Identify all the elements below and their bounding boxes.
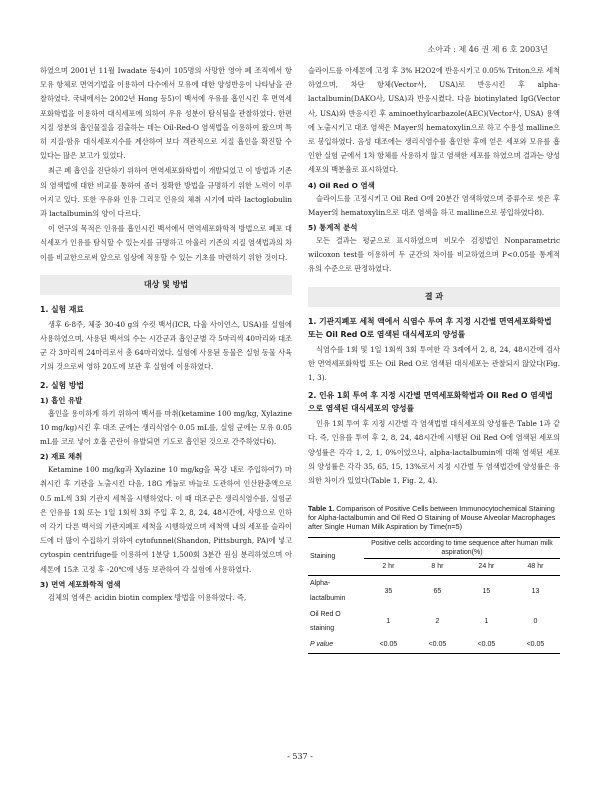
- result-1-text: 식염수를 1회 및 1일 1회씩 3회 투여한 각 3례에서 2, 8, 24, 48시간에 검사한 면역세포화학법 또는 Oil Red O로 염색된 대식세포는 관찰되지 않았다(Fig. 1, 3).: [308, 344, 560, 383]
- table-row: [308, 607, 560, 637]
- table-cell: <0.05: [379, 641, 398, 649]
- journal-header: 소아과 : 제 46 권 제 6 호 2003년: [427, 45, 548, 54]
- intro-paragraph-1: 하였으며 2001년 11월 Iwadate 등4)이 105명의 사망한 영아 폐 조직에서 항 모유 항체로 면역기법을 이용하여 다수에서 모유에 대한 양성반응이 나타남을 관찰하였다. 국내에서는 2002년 Hong 등5)이 백서에 우유를 흡인시킨 후 면역세포화학법을 이용하여 대식세포에 의하여 우유 성분이 탐식됨을 관찰하였다. 한편 지질 성분의 흡인물질을 검출하는 데는 Oil-Red-O 염색법을 이용하여 왔으며 특히 지질-함유 대식세포지수를 계산하여 보다 객관적으로 지질 흡인을 확진할 수 있다는 많은 보고가 있었다.: [40, 66, 292, 161]
- table-cell: 35: [384, 587, 393, 595]
- sampling-text: Ketamine 100 mg/kg과 Xylazine 10 mg/kg을 복강 내로 주입하여7) 마취시킨 후 기관을 노출시킨 다음, 18G 캐뉼로 바늘로 도관하여 인산완충액으로 0.5 mL씩 3회 기관지 세척을 시행하였다. 이 때 대조군은 생리식염수를, 실험군은 인유를 1회 또는 1일 1회씩 3회 주입 후 2, 8, 24, 48시간에, 사망으로 인하여 각기 다른 백서의 기관지폐포 세척을 시행하였으며 세척액 내의 세포를 슬라이드에 더 많이 수집하기 위하여 cytofunnel(Shandon, Pittsburgh, PA)에 넣고 cytospin centrifuge를 이용하여 1분당 1,500회 3분간 원심 분리하였으며 아세톤에 15초 고정 후 -20℃에 냉동 보관하여 각 실험에 사용하였다.: [40, 465, 292, 574]
- table-cell: 65: [433, 587, 442, 595]
- table-cell: 1: [484, 617, 489, 625]
- results-section-title: 결 과: [308, 287, 560, 307]
- table-span-header: Positive cells according to time sequence after human milk aspiration(%): [364, 538, 560, 559]
- table-cell: 2: [435, 617, 440, 625]
- table-row-label: Oil Red O staining: [310, 610, 341, 633]
- result-2-heading: 2. 인유 1회 투여 후 지정 시간별 면역세포화학법과 Oil Red O 염색법으로 염색된 대식세포의 양성률: [308, 391, 553, 414]
- immuno-text: 검체의 염색은 acidin biotin complex 방법을 이용하였다. 즉,: [48, 592, 247, 602]
- statistics-text: 모든 결과는 평균으로 표시하였으며 비모수 검정법인 Nonparametric wilcoxon test를 이용하여 두 군간의 차이를 비교하였으며 P<0.05를 통계적 유의 수준으로 판정하였다.: [308, 236, 560, 274]
- table-time-header: 8 hr: [431, 563, 444, 571]
- table-row-label: Alpha-lactalbumin: [310, 580, 346, 602]
- table-cell: 13: [531, 587, 540, 595]
- materials-heading: 1. 실험 재료: [40, 304, 84, 314]
- table-row-label: P value: [310, 641, 334, 649]
- table-cell: <0.05: [477, 641, 496, 649]
- immuno-heading: 3) 면역 세포화학적 염색: [40, 579, 121, 589]
- oilred-text: 슬라이드를 고정시키고 Oil Red O에 20분간 염색하였으며 증류수로 씻은 후 Mayer의 hematoxylin으로 대조 염색을 하고 malline으로 봉입하였다8).: [308, 193, 560, 217]
- table-caption-text: Comparison of Positive Cells between Immunocytochemical Staining for Alpha-lactalbumin and Oil Red O Staining of Mouse Alveolar Macrophages after Single Human Milk Aspiration by Time(n=5): [308, 504, 556, 532]
- oilred-heading: 4) Oil Red O 염색: [308, 180, 375, 190]
- results-table: [308, 537, 560, 654]
- materials-text: 생후 6-8주, 체중 30-40 g의 수컷 백서(ICR, 다울 사이언스, USA)를 실험에 사용하였으며, 사용된 백서의 수는 시간군과 흡인군별 각 5마리씩 40마리와 대조군 각 3마리씩 24마리로서 총 64마리였다. 실험에 사용된 동물은 실험 동물 사육기의 것으로써 영하 20도에 보관 후 실험에 이용하였다.: [40, 319, 292, 372]
- intro-paragraph-2: 최근 폐 흡인을 진단하기 위하여 면역세포화학법이 개발되었고 이 방법과 기존의 염색법에 대한 비교를 통하여 좀더 정확한 방법을 규명하기 위한 노력이 이루어지고 있다. 또한 우유와 인유 그리고 인유의 체취 시기에 따라 lactoglobulin과 lactalbumin의 양이 다르다.: [40, 166, 292, 219]
- table-time-header: 2 hr: [382, 563, 395, 571]
- immuno-continued-text: 슬라이드를 아세톤에 고정 후 3% H2O2에 반응시키고 0.05% Triton으로 세척하였으며, 차단 항체(Vector사, USA)로 반응시킨 후 alpha-lactalbumin(DAKO사, USA)과 반응시켰다. 다음 biotinylated IgG(Vector사, USA)와 반응시킨 후 aminoethylcarbazole(AEC)(Vector사, USA) 용액에 노출시키고 대조 염색은 Mayer의 hematoxylin으로 하고 수용성 malline으로 봉입하였다. 음성 대조에는 생리식염수를 흡인한 후에 얻은 세포와 모유를 흡인한 실험 군에서 1차 항체를 사용하지 않고 염색한 세포를 하였으며 결과는 양성세포의 백분율로 표시하였다.: [308, 66, 560, 175]
- right-column: [308, 64, 560, 654]
- statistics-heading: 5) 통계적 분석: [308, 223, 358, 233]
- table-row: [308, 576, 560, 607]
- table-cell: 0: [533, 617, 538, 625]
- aspiration-heading: 1) 흡인 유발: [40, 395, 83, 405]
- result-1-heading: 1. 기관지폐포 세척 액에서 식염수 투여 후 지정 시간별 면역세포화학법 또는 Oil Red O로 염색된 대식세포의 양성률: [308, 316, 552, 339]
- table-row: [308, 637, 560, 654]
- table-caption: [308, 504, 560, 531]
- table-cell: 15: [482, 587, 491, 595]
- table-row-header: Staining: [308, 538, 364, 576]
- methods-heading: 2. 실험 방법: [40, 380, 84, 390]
- aspiration-text: 흡인을 용이하게 하기 위하여 백서를 마취(ketamine 100 mg/kg, Xylazine 10 mg/kg)시킨 후 대조 군에는 생리식염수 0.05 mL를, 실험 군에는 모유 0.05 mL를 코로 넣어 호흡 곤란이 유발되면 기도로 흡인된 것으로 간주하였다6).: [40, 408, 292, 447]
- table-caption-label: Table 1.: [308, 504, 335, 514]
- methods-section-title: 대상 및 방법: [40, 275, 292, 295]
- table-cell: <0.05: [428, 641, 447, 649]
- table-time-header: 48 hr: [527, 563, 544, 571]
- left-column: [40, 64, 292, 606]
- table-time-header: 24 hr: [478, 563, 495, 571]
- table-cell: <0.05: [526, 641, 545, 649]
- intro-paragraph-3: 이 연구의 목적은 인유를 흡인시킨 백서에서 면역세포화학적 방법으로 폐포 대식세포가 인유를 탐식할 수 있는지를 규명하고 아울러 기존의 지질 염색법과의 차이를 비교한으로써 앞으로 임상에 적용할 수 있는 기초를 마련하기 위한 것이다.: [40, 224, 292, 262]
- result-2-text: 인유 1회 투여 후 지정 시간별 각 염색법별 대식세포의 양성률은 Table 1과 같다. 즉, 인유를 투여 후 2, 8, 24, 48시간에 시행된 Oil Red O에 염색된 세포의 양성률은 각각 1, 2, 1, 0%이었으나, alpha-lactalbumin에 대해 염색된 세포의 양성률은 각각 35, 65, 15, 13%로서 지정 시간별 두 염색법간에 양성률은 유의한 차이가 있었다(Table 1, Fig. 2, 4).: [308, 419, 560, 486]
- page-number: - 537 -: [287, 752, 313, 761]
- table-cell: 1: [386, 617, 391, 625]
- sampling-heading: 2) 재료 채취: [40, 452, 83, 462]
